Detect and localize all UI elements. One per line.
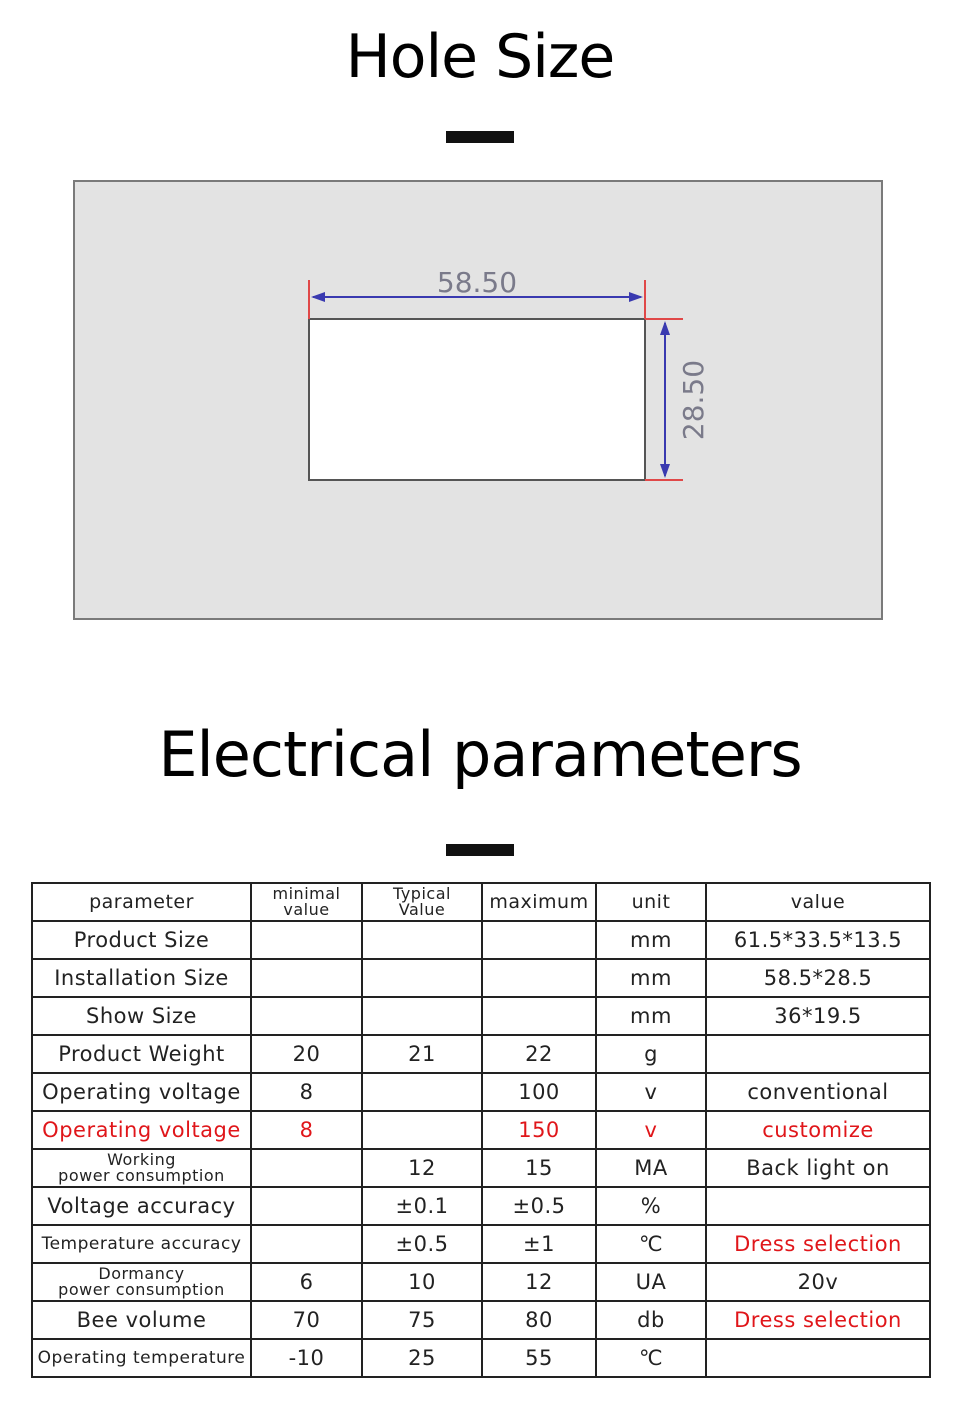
cell-unit: UA xyxy=(596,1263,706,1301)
table-row xyxy=(32,1339,930,1377)
cell-typ: 12 xyxy=(362,1149,482,1187)
cell-unit: ℃ xyxy=(596,1225,706,1263)
cell-max: 12 xyxy=(482,1263,596,1301)
cell-typ xyxy=(362,997,482,1035)
height-arrow-bottom xyxy=(660,464,670,478)
cell-parameter: Operating temperature xyxy=(32,1339,251,1377)
cell-value: 58.5*28.5 xyxy=(706,959,930,997)
table-row xyxy=(32,921,930,959)
cell-parameter: Temperature accuracy xyxy=(32,1225,251,1263)
cell-parameter: Show Size xyxy=(32,997,251,1035)
title-underline-bar xyxy=(446,131,514,143)
cell-unit: % xyxy=(596,1187,706,1225)
cell-unit: mm xyxy=(596,959,706,997)
cell-unit: v xyxy=(596,1073,706,1111)
width-arrow-right xyxy=(629,292,643,302)
cell-max: 100 xyxy=(482,1073,596,1111)
header-typical-line2: Value xyxy=(398,900,446,919)
table-row xyxy=(32,1225,930,1263)
cell-parameter: Bee volume xyxy=(32,1301,251,1339)
header-typical-line1: Typical xyxy=(393,884,451,903)
cell-parameter: Operating voltage xyxy=(32,1073,251,1111)
table-row xyxy=(32,1035,930,1073)
cell-value: customize xyxy=(706,1111,930,1149)
cell-max: 55 xyxy=(482,1339,596,1377)
cell-min xyxy=(251,1225,362,1263)
hole-cutout xyxy=(309,319,645,480)
cell-value: Dress selection xyxy=(706,1301,930,1339)
hole-size-diagram xyxy=(73,180,883,620)
width-dimension-label: 58.50 xyxy=(436,266,518,299)
cell-max xyxy=(482,959,596,997)
cell-min: 8 xyxy=(251,1073,362,1111)
cell-parameter: Voltage accuracy xyxy=(32,1187,251,1225)
cell-max: ±0.5 xyxy=(482,1187,596,1225)
cell-parameter xyxy=(32,1149,251,1187)
table-header-row xyxy=(32,883,930,921)
cell-parameter xyxy=(32,1263,251,1301)
cell-unit: mm xyxy=(596,997,706,1035)
cell-min xyxy=(251,921,362,959)
cell-min xyxy=(251,1149,362,1187)
cell-max: ±1 xyxy=(482,1225,596,1263)
cell-unit: ℃ xyxy=(596,1339,706,1377)
cell-max: 15 xyxy=(482,1149,596,1187)
cell-min xyxy=(251,1187,362,1225)
table-row xyxy=(32,1263,930,1301)
cell-value: conventional xyxy=(706,1073,930,1111)
header-unit: unit xyxy=(596,883,706,921)
cell-typ xyxy=(362,959,482,997)
width-arrow-left xyxy=(311,292,325,302)
cell-min: -10 xyxy=(251,1339,362,1377)
cell-typ xyxy=(362,1111,482,1149)
cell-max xyxy=(482,921,596,959)
electrical-parameters-title: Electrical parameters xyxy=(158,718,802,791)
cell-parameter: Operating voltage xyxy=(32,1111,251,1149)
cell-typ: 25 xyxy=(362,1339,482,1377)
cell-typ: 75 xyxy=(362,1301,482,1339)
cell-parameter-line1: Dormancy xyxy=(98,1264,185,1283)
cell-max: 80 xyxy=(482,1301,596,1339)
table-row-highlighted xyxy=(32,1111,930,1149)
cell-value: 20v xyxy=(706,1263,930,1301)
cell-typ: ±0.1 xyxy=(362,1187,482,1225)
cell-min: 20 xyxy=(251,1035,362,1073)
cell-parameter-line2: power consumption xyxy=(58,1166,225,1185)
hole-size-title: Hole Size xyxy=(345,22,615,92)
cell-parameter: Product Size xyxy=(32,921,251,959)
table-row xyxy=(32,997,930,1035)
cell-min: 8 xyxy=(251,1111,362,1149)
cell-typ xyxy=(362,1073,482,1111)
cell-unit: db xyxy=(596,1301,706,1339)
cell-max: 150 xyxy=(482,1111,596,1149)
cell-value xyxy=(706,1339,930,1377)
height-dimension-label: 28.50 xyxy=(677,359,710,441)
cell-parameter-line2: power consumption xyxy=(58,1280,225,1299)
cell-value: Dress selection xyxy=(706,1225,930,1263)
cell-parameter: Installation Size xyxy=(32,959,251,997)
header-minimal-value xyxy=(251,883,362,921)
cell-typ xyxy=(362,921,482,959)
cell-unit: g xyxy=(596,1035,706,1073)
header-value: value xyxy=(706,883,930,921)
cell-typ: 10 xyxy=(362,1263,482,1301)
cell-unit: MA xyxy=(596,1149,706,1187)
cell-unit: mm xyxy=(596,921,706,959)
title-underline-bar xyxy=(446,844,514,856)
cell-value xyxy=(706,1035,930,1073)
table-row xyxy=(32,1301,930,1339)
header-maximum: maximum xyxy=(482,883,596,921)
cell-value xyxy=(706,1187,930,1225)
cell-typ: ±0.5 xyxy=(362,1225,482,1263)
cell-min: 70 xyxy=(251,1301,362,1339)
cell-value: Back light on xyxy=(706,1149,930,1187)
electrical-parameters-table xyxy=(31,882,931,1378)
header-typical-value xyxy=(362,883,482,921)
cell-min: 6 xyxy=(251,1263,362,1301)
table-row xyxy=(32,1149,930,1187)
table-row xyxy=(32,1073,930,1111)
height-arrow-top xyxy=(660,321,670,335)
cell-value: 61.5*33.5*13.5 xyxy=(706,921,930,959)
header-parameter: parameter xyxy=(32,883,251,921)
cell-parameter: Product Weight xyxy=(32,1035,251,1073)
cell-min xyxy=(251,997,362,1035)
cell-parameter-line1: Working xyxy=(107,1150,176,1169)
cell-unit: v xyxy=(596,1111,706,1149)
table-row xyxy=(32,1187,930,1225)
cell-max: 22 xyxy=(482,1035,596,1073)
header-minimal-line1: minimal xyxy=(272,884,341,903)
cell-value: 36*19.5 xyxy=(706,997,930,1035)
header-minimal-line2: value xyxy=(283,900,330,919)
hole-size-drawing xyxy=(75,182,881,618)
table-row xyxy=(32,959,930,997)
cell-min xyxy=(251,959,362,997)
cell-max xyxy=(482,997,596,1035)
cell-typ: 21 xyxy=(362,1035,482,1073)
